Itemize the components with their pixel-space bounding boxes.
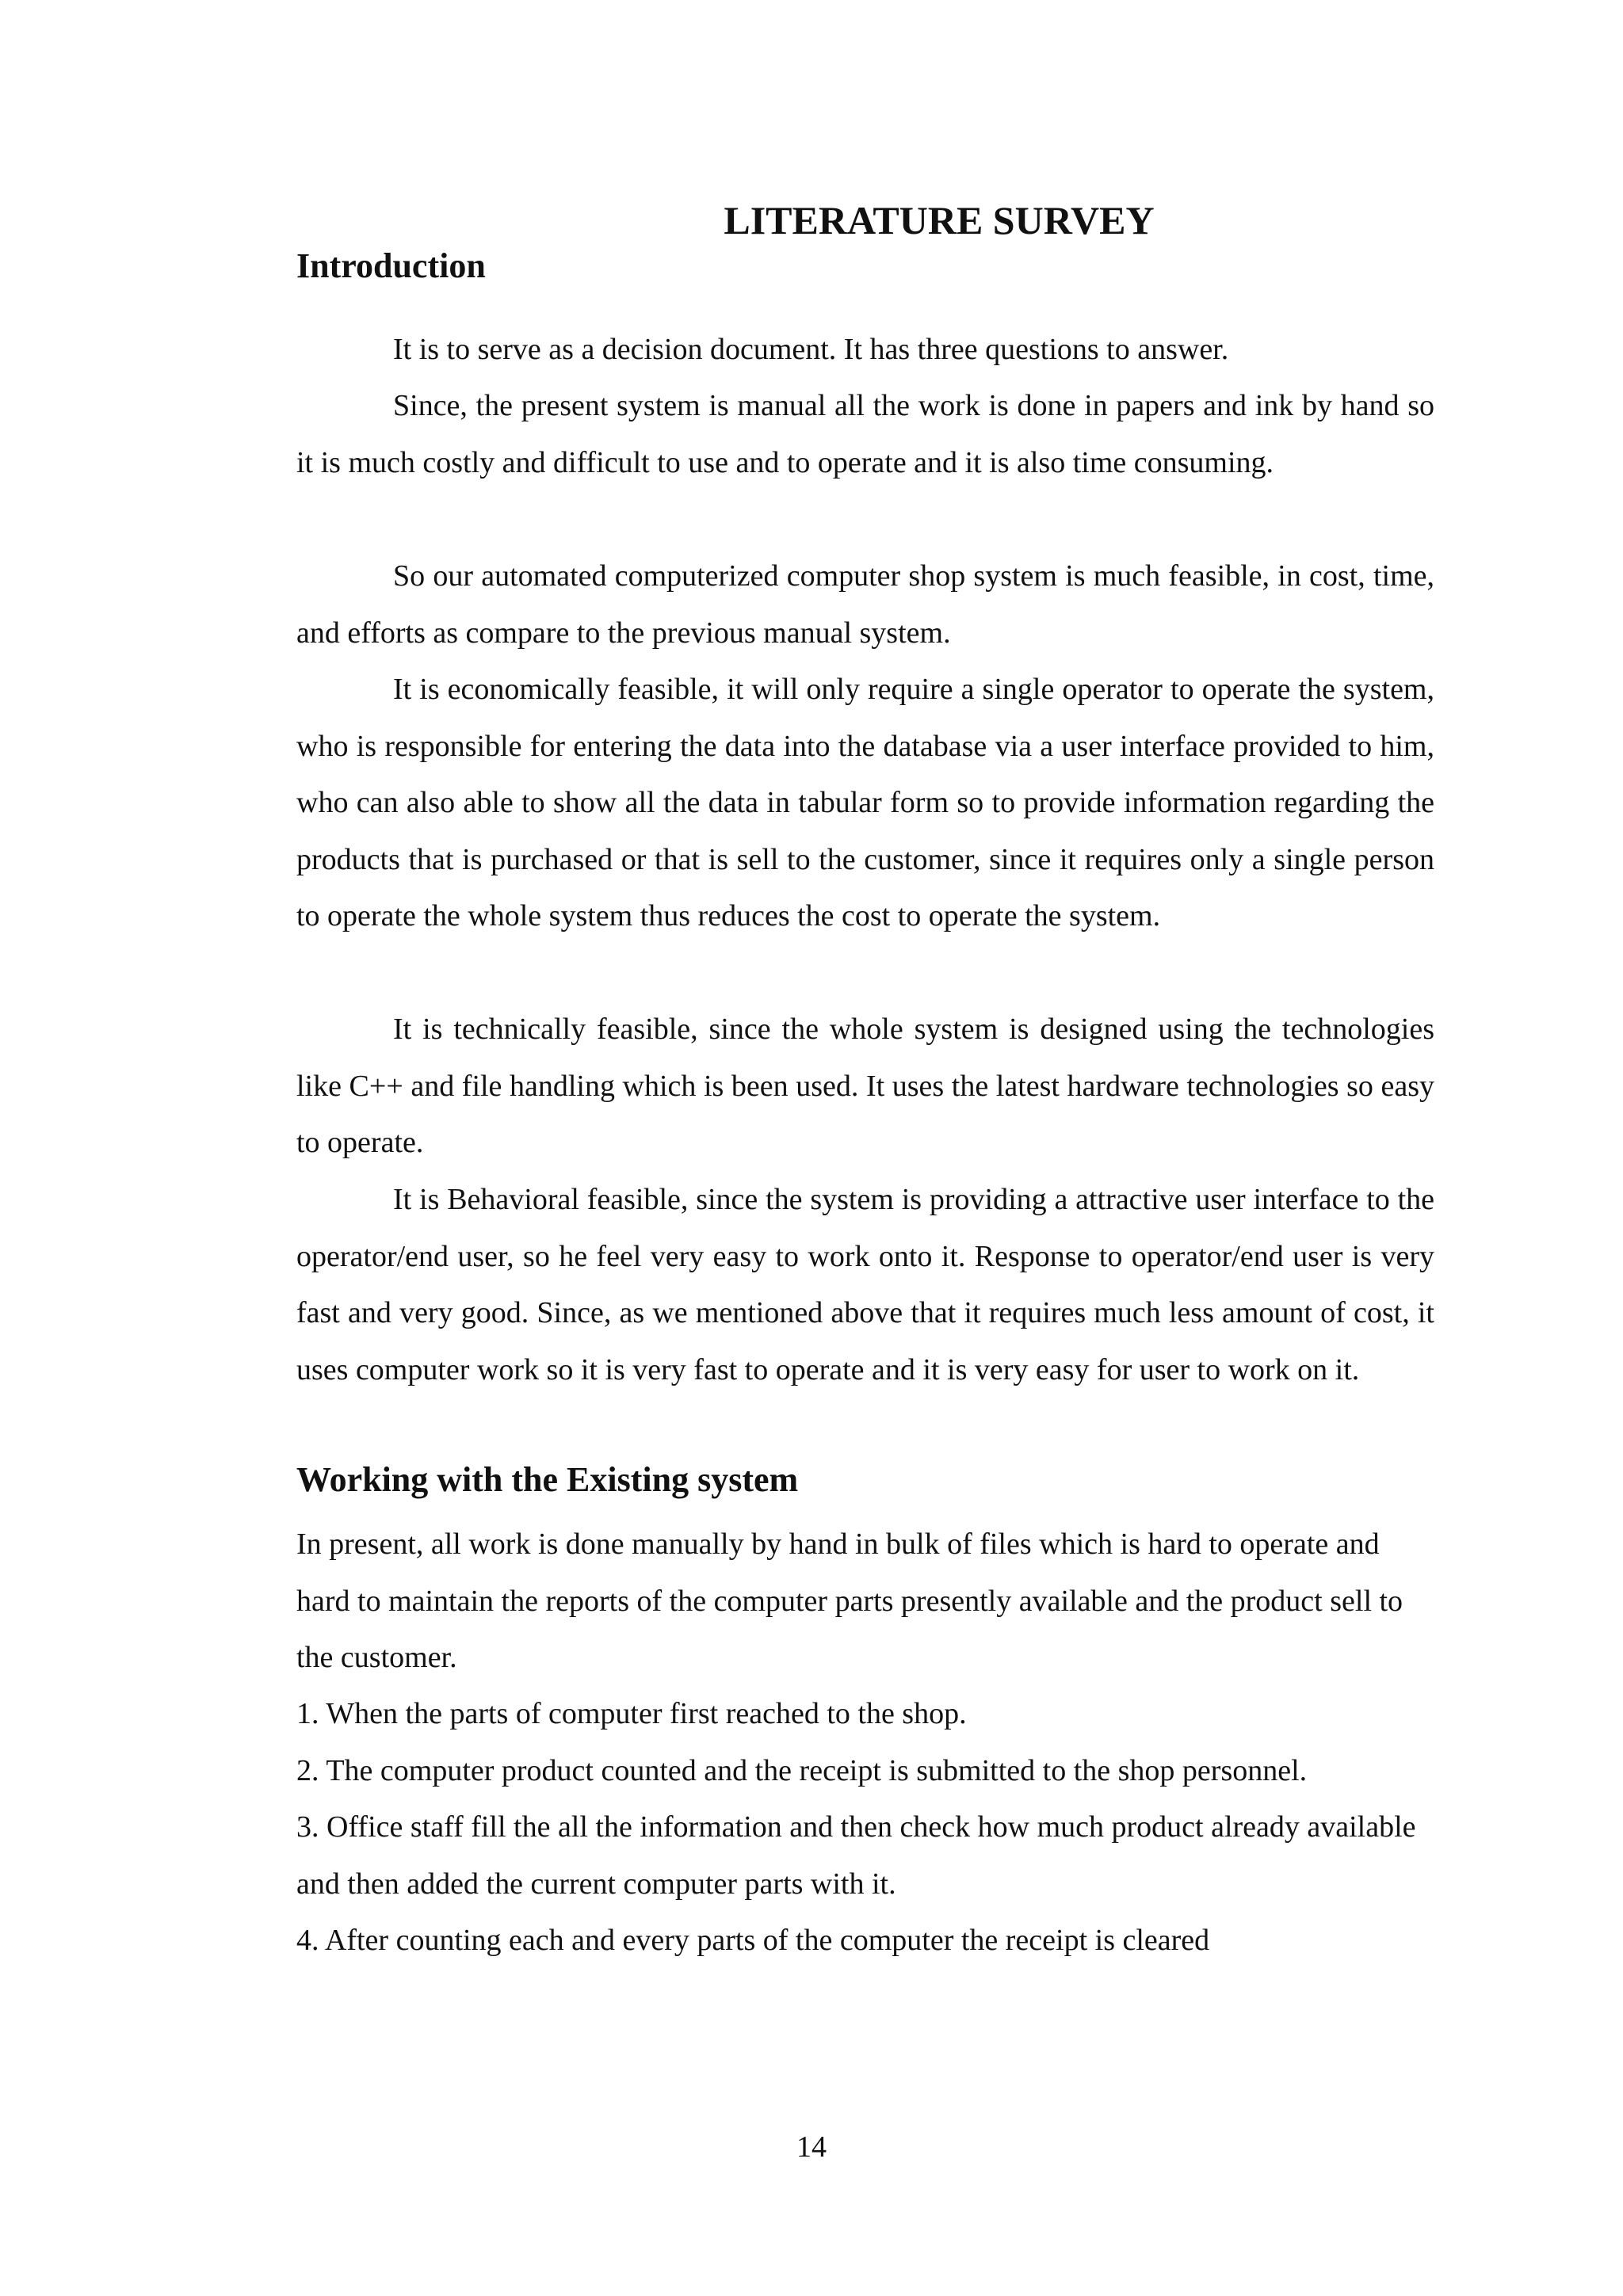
existing-system-intro: In present, all work is done manually by hand in bulk of files which is hard to operate and hard to maintain the reports of the computer parts presently available and the product sell to the customer. [296,1527,1403,1674]
intro-paragraph-5: It is technically feasible, since the whole system is designed using the technologies like C++ and file handling which is been used. It uses the latest hardware technologies so easy to operate. [296,1013,1434,1159]
list-item: 3. Office staff fill the all the information and then check how much product already available and then added the current computer parts with it. [296,1810,1416,1901]
intro-paragraph-3: So our automated computerized computer shop system is much feasible, in cost, time, and efforts as compare to the previous manual system. [296,559,1434,650]
intro-paragraph-4: It is economically feasible, it will only require a single operator to operate the system, who is responsible for entering the data into the database via a user interface provided to him, who can also able to show all the data in tabular form so to provide information regarding the products that is purchased or that is sell to the customer, since it requires only a single person to operate the whole system thus reduces the cost to operate the system. [296,673,1434,933]
list-item: 2. The computer product counted and the receipt is submitted to the shop personnel. [296,1754,1308,1787]
intro-paragraph-2: Since, the present system is manual all the work is done in papers and ink by hand so it is much costly and difficult to use and to operate and it is also time consuming. [296,389,1434,479]
section-heading-introduction: Introduction [296,246,486,285]
intro-paragraph-6: It is Behavioral feasible, since the system is providing a attractive user interface to the operator/end user, so he feel very easy to work onto it. Response to operator/end user is very fast and very good. Since, as we mentioned above that it requires much less amount of cost, it uses computer work so it is very fast to operate and it is very easy for user to work on it. [296,1183,1434,1386]
list-item: 4. After counting each and every parts of the computer the receipt is cleared [296,1924,1210,1957]
page-number: 14 [796,2130,827,2164]
section-heading-existing-system: Working with the Existing system [296,1460,799,1499]
intro-paragraph-1: It is to serve as a decision document. It has three questions to answer. [393,333,1229,366]
page-title: LITERATURE SURVEY [724,198,1155,242]
list-item: 1. When the parts of computer first reached to the shop. [296,1697,967,1730]
